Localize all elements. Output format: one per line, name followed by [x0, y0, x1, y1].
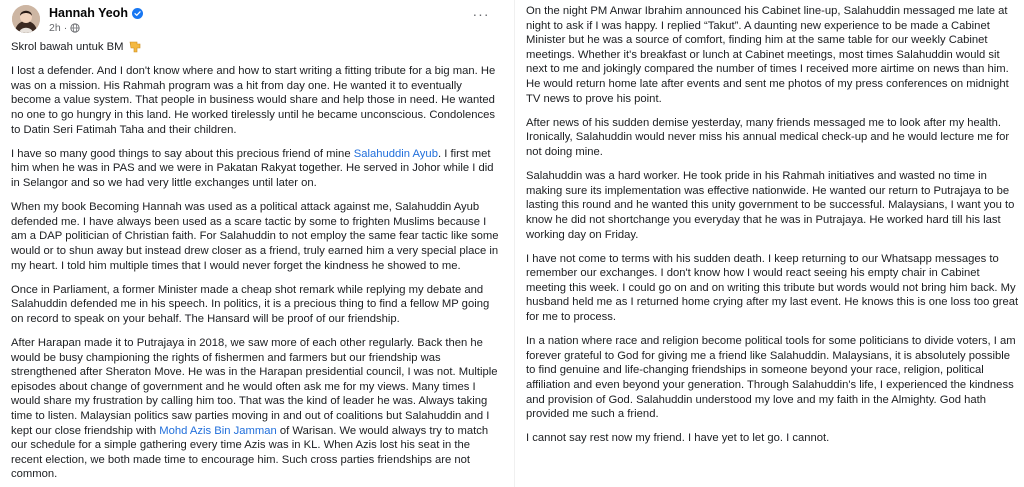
post-paragraph — [11, 283, 499, 327]
paragraph-text: Once in Parliament, a former Minister made a cheap shot remark while replying my debate and Salahuddin defended me in his speech. In politics, it is a precious thing to find a fellow MP going on record to speak on your behalf. The Hansard will be proof of our friendship. — [11, 283, 490, 325]
globe-icon — [70, 23, 80, 33]
post-paragraph — [526, 116, 1021, 160]
paragraph-text: After news of his sudden demise yesterday, many friends messaged me to look after my health. Ironically, Salahuddin would never miss his annual medical check-up and he would lecture me for not doing mine. — [526, 116, 1010, 158]
paragraph-text: Salahuddin was a hard worker. He took pride in his Rahmah initiatives and wasted no time in making sure its implementation was effective nationwide. He wanted our return to Putrajaya to be lasting this round and he wanted this unity government to be successful. Malaysians, I want you to know he did not shortchange you everyday that he was in Putrajaya. He worked hard till his last working day on Friday. — [526, 170, 1015, 241]
post-intro — [11, 40, 499, 55]
avatar[interactable] — [12, 5, 40, 33]
post-column-right — [514, 0, 1024, 487]
paragraph-list — [526, 4, 1021, 446]
paragraph-text: I have not come to terms with his sudden death. I keep returning to our Whatsapp messages to remember our exchanges. I don't know how I would react seeing his empty chair in Cabinet meeting this week. I could go on and on writing this tribute but words would not bring him back. My husband held me as I returned home crying after my last event. He knows this is one loss too great for me to process. — [526, 252, 1019, 324]
post-paragraph — [526, 252, 1021, 325]
author-name[interactable]: Hannah Yeoh — [49, 6, 128, 20]
paragraph-text: of Warisan. We would always try to match our schedule for a simple gathering every time Azis was in KL. When Azis lost his seat in the recent election, we both made time to encourage him. Such cross parties friendships are not common. — [11, 424, 489, 481]
mention-link[interactable]: Salahuddin Ayub — [353, 147, 438, 160]
paragraph-list — [11, 64, 499, 482]
more-options-icon: ··· — [472, 6, 490, 22]
meta-separator: · — [63, 22, 68, 34]
post-timestamp[interactable]: 2h — [49, 22, 61, 34]
post-paragraph — [526, 431, 1021, 446]
verified-badge-icon — [132, 8, 143, 19]
post-paragraph — [11, 64, 499, 137]
paragraph-text: When my book Becoming Hannah was used as a political attack against me, Salahuddin Ayub defended me. I have always been used as a scare tactic by some to frighten Muslims because I am a DAP politician of Christian faith. For Salahuddin to not employ the same fear tactic like some would or to shun away but instead drew closer as a friend, truly earned him a very special place in my heart. I told him multiple times that I would never forget the kindness he showed to me. — [11, 201, 499, 272]
paragraph-text: I have so many good things to say about this precious friend of mine — [11, 147, 354, 160]
post-paragraph — [526, 4, 1021, 106]
post-column-left — [0, 0, 510, 487]
post-paragraph — [11, 147, 499, 191]
post-meta — [49, 22, 80, 34]
pointing-down-hand-icon — [128, 41, 142, 53]
paragraph-text: In a nation where race and religion become political tools for some politicians to divide voters, I am forever grateful to God for giving me a friend like Salahuddin. Malaysians, it is absolutely possible to find genuine and life-changing friendships in someone beyond your race, religion, political affiliation and even beyond your generation. Through Salahuddin's life, I experienced the kindness and provision of God. Salahuddin understood my love and my faith in the Almighty. God hath provided me such a friend. — [526, 335, 1016, 421]
paragraph-text: . I first met him when he was in PAS and we were in Pakatan Rakyat together. He served in Johor while I did in Selangor and so we had very little exchanges until later on. — [11, 147, 494, 189]
intro-text: Skrol bawah untuk BM — [11, 41, 124, 53]
post-paragraph — [11, 336, 499, 482]
post-paragraph — [11, 200, 499, 273]
post-header — [11, 0, 510, 40]
post-paragraph — [526, 169, 1021, 242]
paragraph-text: After Harapan made it to Putrajaya in 2018, we saw more of each other regularly. Back then he would be busy championing the rights of fishermen and farmers but our friendship was strengthened after Sheraton Move. He was in the Harapan presidential council, I was not. Multiple episodes about change of government and he would often ask me for my views. Many times I would share my frustration by calling him too. That was the kind of leader he was. Always taking time to listen. Malaysian politics saw parties moving in and out of coalitions but Salahuddin and I kept our close friendship with — [11, 337, 498, 437]
more-options-button[interactable] — [470, 6, 492, 22]
post-paragraph — [526, 334, 1021, 422]
mention-link[interactable]: Mohd Azis Bin Jamman — [159, 424, 277, 437]
author-row — [49, 6, 143, 20]
paragraph-text: On the night PM Anwar Ibrahim announced his Cabinet line-up, Salahuddin messaged me late at night to ask if I was happy. I replied “Takut”. A daunting new experience to be made a Cabinet Minister but he was a source of comfort, finding him at the same table for our weekly Cabinet meetings. Whether it's breakfast or lunch at Cabinet meetings, most times Salahuddin would sit next to me and jokingly compared the number of times I received more airtime on news than him. He would return home late after events and sent me photos of my press conferences on midnight TV news to prove his point. — [526, 5, 1009, 105]
paragraph-text: I lost a defender. And I don't know where and how to start writing a fitting tribute for a big man. He was on a mission. His Rahmah program was a hit from day one. He wanted it to eventually become a value system. That people in business would share and help those in need. He wanted no one to go hungry in this land. He worked tirelessly until he became unconscious. Condolences to Datin Seri Fatimah Taha and their children. — [11, 65, 496, 136]
post-body-right — [526, 0, 1021, 446]
post-body-left — [11, 40, 499, 482]
paragraph-text: I cannot say rest now my friend. I have yet to let go. I cannot. — [526, 432, 830, 445]
